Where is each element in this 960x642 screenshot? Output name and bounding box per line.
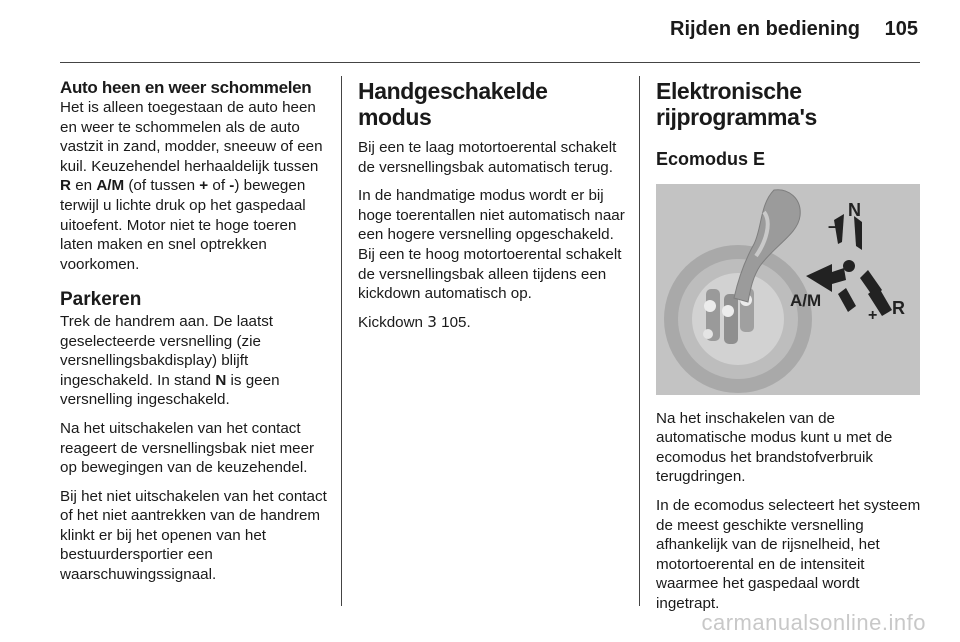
section-heading-manual-mode: Handgeschakelde modus bbox=[358, 78, 548, 130]
column-divider-2 bbox=[639, 76, 640, 606]
page-number: 105 bbox=[884, 18, 918, 40]
gear-selector-illustration bbox=[656, 184, 920, 395]
paragraph-parking-2: Na het uitschakelen van het contact reageert de versnellingsbak niet meer op bewegingen van de keuzehendel. bbox=[60, 419, 315, 477]
cross-reference-icon: 3 bbox=[427, 312, 437, 331]
page-header-title: Rijden en bediening bbox=[670, 18, 861, 40]
section-heading-parking: Parkeren bbox=[60, 289, 142, 311]
section-heading-electronic-programs: Elektronische rijprogramma's bbox=[656, 78, 817, 130]
paragraph-parking-1: Trek de handrem aan. De laatst geselecteerde versnelling (zie versnellingsbakdisplay) blijft ingeschakeld. In stand N is geen versnelling ingeschakeld. bbox=[60, 312, 280, 409]
label-r: R bbox=[892, 297, 905, 318]
paragraph-manual-2: In de handmatige modus wordt er bij hoge toerentallen niet automatisch naar een hogere versnelling opgeschakeld. Bij een te hoog motortoerental schakelt de versnellingsbak alleen tijdens een kickdown automatisch op. bbox=[358, 187, 625, 303]
paragraph-kickdown-ref: Kickdown 3 105. bbox=[358, 312, 471, 331]
subheading-ecomode: Ecomodus E bbox=[656, 149, 766, 169]
label-am: A/M bbox=[790, 290, 822, 310]
label-n: N bbox=[848, 199, 861, 220]
paragraph-manual-1: Bij een te laag motortoerental schakelt de versnellingsbak automatisch terug. bbox=[358, 139, 617, 176]
section-heading-rocking: Auto heen en weer schommelen bbox=[60, 78, 312, 97]
paragraph-rocking: Het is alleen toegestaan de auto heen en weer te schommelen als de auto vastzit in zand, modder, sneeuw of een kuil. Keuzehendel herhaaldelijk tussen R en A/M (of tussen + of -) bewegen terwijl u lichte druk op het gaspedaal uitoefent. Motor niet te hoge toeren laten maken en snel optrekken voorkomen. bbox=[60, 99, 323, 273]
gear-lever-diagram bbox=[656, 184, 920, 395]
header-rule bbox=[60, 62, 920, 63]
column-3 bbox=[656, 78, 922, 623]
paragraph-parking-3: Bij het niet uitschakelen van het contact of het niet aantrekken van de handrem klinkt er bij het openen van het bestuurdersportier een waarschuwingssignaal. bbox=[60, 487, 327, 584]
column-divider-1 bbox=[341, 76, 342, 606]
paragraph-ecomode-1: Na het inschakelen van de automatische modus kunt u met de ecomodus het brandstofverbruik terugdringen. bbox=[656, 409, 893, 486]
paragraph-ecomode-2: In de ecomodus selecteert het systeem de meest geschikte versnelling afhankelijk van de rijsnelheid, het motortoerental en de intensiteit waarmee het gaspedaal wordt ingetrapt. bbox=[656, 496, 921, 612]
watermark: carmanualsonline.info bbox=[701, 610, 926, 635]
label-plus: + bbox=[868, 306, 878, 324]
label-minus: – bbox=[828, 215, 839, 236]
column-1 bbox=[60, 78, 330, 594]
column-2 bbox=[358, 78, 626, 341]
